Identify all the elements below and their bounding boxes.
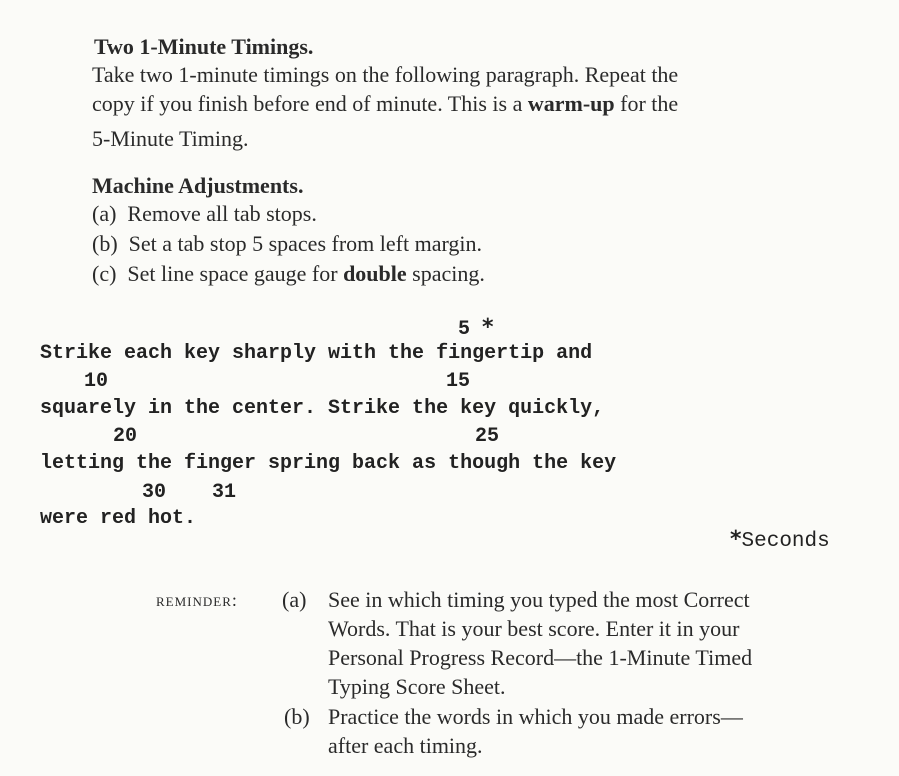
word-count-31: 31 (212, 481, 237, 504)
reminder-a-line-4: Typing Score Sheet. (328, 674, 506, 699)
timing-line-3: letting the finger spring back as though the key (40, 452, 617, 475)
timing-line-2: squarely in the center. Strike the key quickly, (40, 397, 605, 420)
warmup-emphasis: warm-up (527, 91, 615, 116)
seconds-footnote (730, 527, 830, 553)
word-count-30: 30 (142, 481, 167, 504)
item-text: Set a tab stop 5 spaces from left margin. (128, 231, 482, 256)
reminder-a-marker: (a) (282, 587, 307, 612)
instruction-line-1: Take two 1-minute timings on the following paragraph. Repeat the (92, 62, 679, 87)
item-marker: (b) (92, 231, 118, 256)
reminder-a-line-2: Words. That is your best score. Enter it in your (328, 616, 740, 641)
adjustment-item-a (92, 200, 317, 228)
section-heading-machine-adjustments: Machine Adjustments. (92, 173, 304, 198)
adjustment-item-c (92, 260, 485, 288)
instruction-line-2-tail: for the (614, 91, 679, 116)
word-count-25: 25 (475, 425, 500, 448)
asterisk-icon: * (730, 527, 742, 552)
timing-line-4: were red hot. (40, 507, 197, 530)
item-text: Remove all tab stops. (127, 201, 317, 226)
timing-line-1: Strike each key sharply with the fingertip and (40, 342, 593, 365)
item-text: Set line space gauge for (127, 261, 344, 286)
reminder-b-marker: (b) (284, 704, 310, 729)
adjustment-item-b (92, 230, 482, 258)
reminder-b-line-1: Practice the words in which you made errors— (328, 704, 743, 729)
word-count-5 (458, 316, 494, 342)
word-count-10: 10 (84, 370, 109, 393)
instruction-line-2-text: copy if you finish before end of minute. This is a (92, 91, 523, 116)
count-5: 5 (458, 318, 471, 341)
section-heading-timings: Two 1-Minute Timings. (94, 34, 314, 59)
reminder-label: reminder: (156, 590, 238, 610)
word-count-20: 20 (113, 425, 138, 448)
item-marker: (a) (92, 201, 117, 226)
instruction-line-2 (92, 90, 678, 118)
item-marker: (c) (92, 261, 117, 286)
instruction-line-3: 5-Minute Timing. (92, 126, 249, 151)
word-count-15: 15 (446, 370, 471, 393)
reminder-b-line-2: after each timing. (328, 733, 483, 758)
asterisk-icon: * (482, 315, 494, 340)
item-text-tail: spacing. (406, 261, 485, 286)
seconds-label: Seconds (741, 530, 830, 553)
reminder-a-line-3: Personal Progress Record—the 1-Minute Timed (328, 645, 753, 670)
reminder-a-line-1: See in which timing you typed the most Correct (328, 587, 750, 612)
double-emphasis: double (343, 261, 407, 286)
